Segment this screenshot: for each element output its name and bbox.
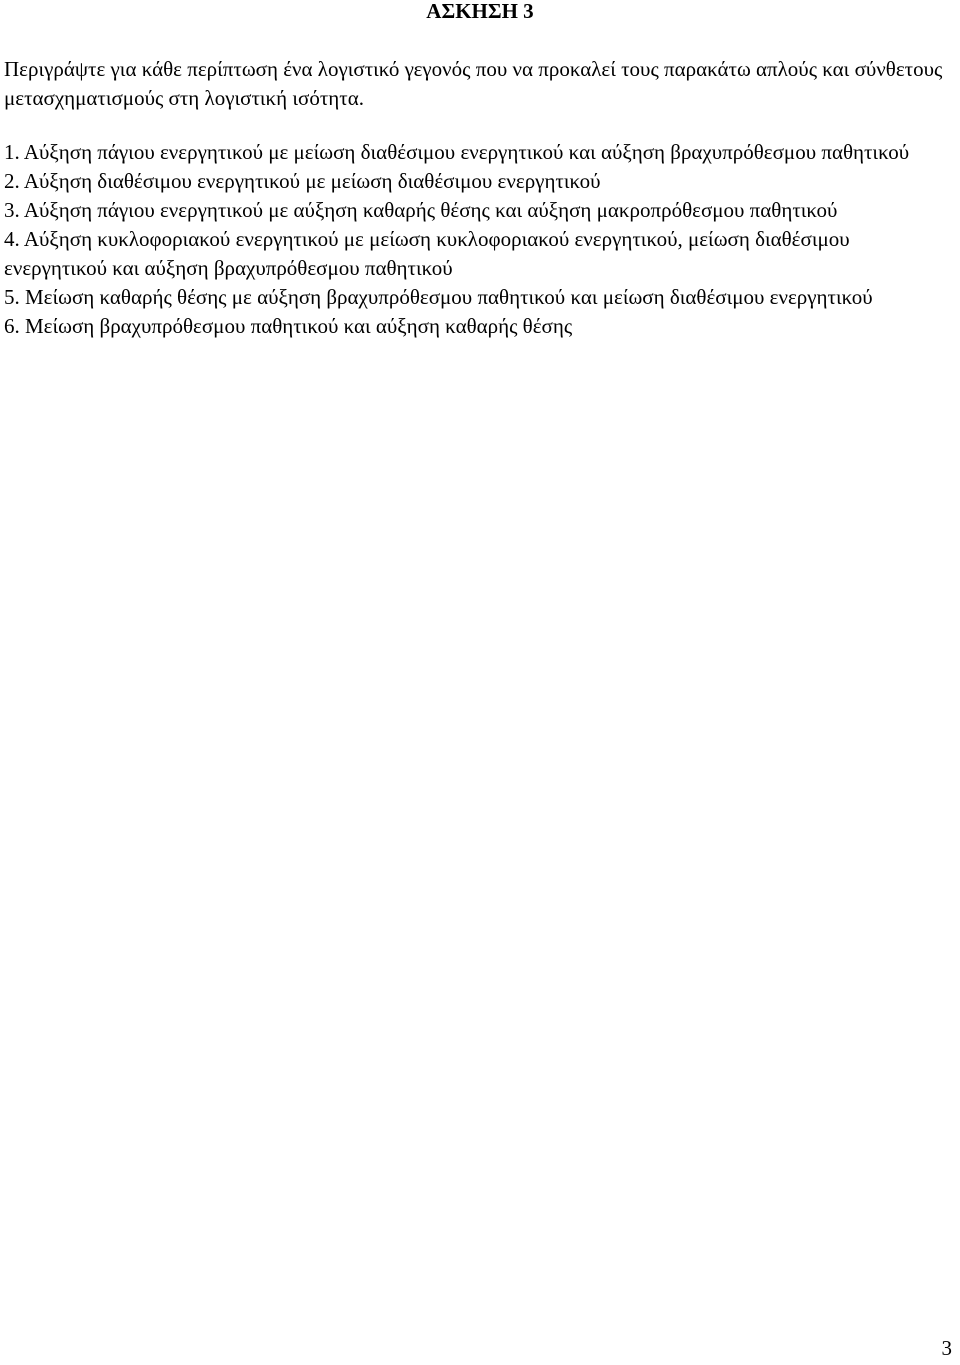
page-title: ΑΣΚΗΣΗ 3 xyxy=(426,0,534,23)
instructions-text: Περιγράψτε για κάθε περίπτωση ένα λογιστικό γεγονός που να προκαλεί τους παρακάτω απλούς και σύνθετους μετασχηματισμούς στη λογιστική ισότητα. xyxy=(4,57,943,110)
list-item: 5. Μείωση καθαρής θέσης με αύξηση βραχυπρόθεσμου παθητικού και μείωση διαθέσιμου ενεργητικού xyxy=(4,285,873,309)
list-item: 6. Μείωση βραχυπρόθεσμου παθητικού και αύξηση καθαρής θέσης xyxy=(4,314,573,338)
list-item: 2. Αύξηση διαθέσιμου ενεργητικού με μείωση διαθέσιμου ενεργητικού xyxy=(4,169,601,193)
list-item: 1. Αύξηση πάγιου ενεργητικού με μείωση διαθέσιμου ενεργητικού και αύξηση βραχυπρόθεσμου παθητικού xyxy=(4,140,910,164)
list-item: 4. Αύξηση κυκλοφοριακού ενεργητικού με μείωση κυκλοφοριακού ενεργητικού, μείωση διαθέσιμου ενεργητικού και αύξηση βραχυπρόθεσμου παθητικού xyxy=(4,227,850,280)
page-number: 3 xyxy=(941,1336,952,1360)
exercise-list xyxy=(4,138,954,341)
list-item: 3. Αύξηση πάγιου ενεργητικού με αύξηση καθαρής θέσης και αύξηση μακροπρόθεσμου παθητικού xyxy=(4,198,838,222)
